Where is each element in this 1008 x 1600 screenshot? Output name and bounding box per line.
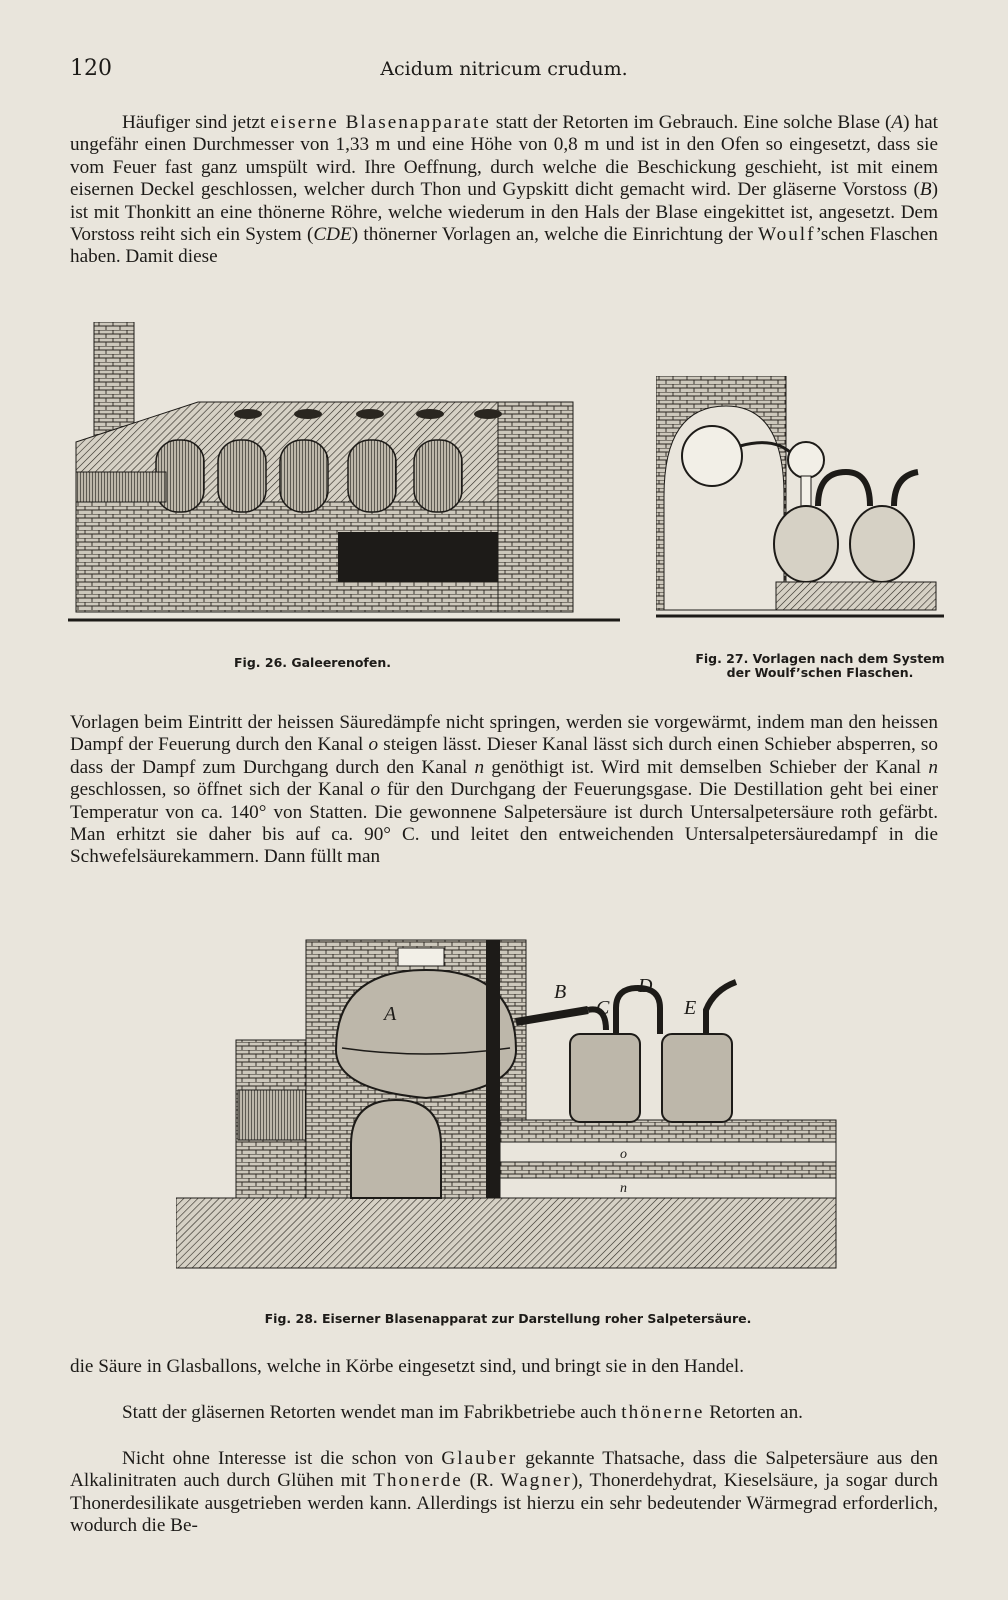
figure-blasenapparat (176, 930, 846, 1296)
label-E: E (684, 997, 697, 1019)
figure-caption-27: Fig. 27. Vorlagen nach dem System der Woulf’schen Flaschen. (695, 651, 945, 680)
figure-caption-28: Fig. 28. Eiserner Blasenapparat zur Darstellung roher Salpetersäure. (264, 1311, 752, 1326)
paragraph-4: Statt der gläsernen Retorten wendet man im Fabrikbetriebe auch thönerne Retorten an. (122, 1402, 803, 1423)
blasenapparat-illustration (176, 930, 846, 1296)
woulf-bottles-illustration (656, 376, 944, 624)
label-n: n (620, 1181, 627, 1196)
figure-galeerenofen (68, 322, 620, 624)
paragraph-2: Vorlagen beim Eintritt der heissen Säuredämpfe nicht springen, werden sie vorgewärmt, indem man den heissen Dampf der Feuerung durch den Kanal o steigen lässt. Dieser Kanal lässt sich durch einen Schieber absperren, so dass der Dampf zum Durchgang durch den Kanal n genöthigt ist. Wird mit demselben Schieber der Kanal n geschlossen, so öffnet sich der Kanal o für den Durchgang der Feuerungsgase. Die Destillation geht bei einer Temperatur von ca. 140° von Statten. Die gewonnene Salpetersäure ist durch Untersalpetersäure roth gefärbt. Man erhitzt sie daher bis auf ca. 90° C. und leitet den entweichenden Untersalpetersäuredampf in die Schwefelsäurekammern. Dann füllt man (70, 712, 939, 868)
figure-woulf-bottles (656, 376, 944, 624)
paragraph-3: die Säure in Glasballons, welche in Körbe eingesetzt sind, und bringt sie in den Handel. (70, 1356, 745, 1377)
paragraph-1: Häufiger sind jetzt eiserne Blasenapparate statt der Retorten im Gebrauch. Eine solche Blase (A) hat ungefähr einen Durchmesser von 1,33 m und eine Höhe von 0,8 m und ist in den Ofen so eingesetzt, dass sie vom Feuer fast ganz umspült wird. Ihre Oeffnung, durch welche die Beschickung geschieht, ist mit einem eisernen Deckel geschlossen, welcher durch Thon und Gypskitt dicht gemacht wird. Der gläserne Vorstoss (B) ist mit Thonkitt an eine thönerne Röhre, welche wiederum in den Hals der Blase eingekittet ist, angesetzt. Dem Vorstoss reiht sich ein System (CDE) thönerner Vorlagen an, welche die Einrichtung der Woulf’schen Flaschen haben. Damit diese (70, 112, 938, 268)
figure-caption-26: Fig. 26. Galeerenofen. (234, 655, 391, 670)
running-head (70, 56, 938, 86)
label-D: D (638, 975, 653, 997)
galeerenofen-illustration (68, 322, 620, 624)
running-title: Acidum nitricum crudum. (380, 58, 628, 80)
paragraph-5: Nicht ohne Interesse ist die schon von Glauber gekannte Thatsache, dass die Salpetersäure aus den Alkalinitraten auch durch Glühen mit Thonerde (R. Wagner), Thonerdehydrat, Kieselsäure, ja sogar durch Thonerdesilikate ausgetrieben werden kann. Allerdings ist hierzu ein sehr bedeutender Wärmegrad erforderlich, wodurch die Be- (70, 1448, 939, 1537)
label-B: B (554, 981, 567, 1003)
label-o: o (620, 1147, 627, 1162)
label-A: A (384, 1003, 397, 1025)
label-C: C (596, 997, 610, 1019)
page-number: 120 (70, 56, 112, 81)
